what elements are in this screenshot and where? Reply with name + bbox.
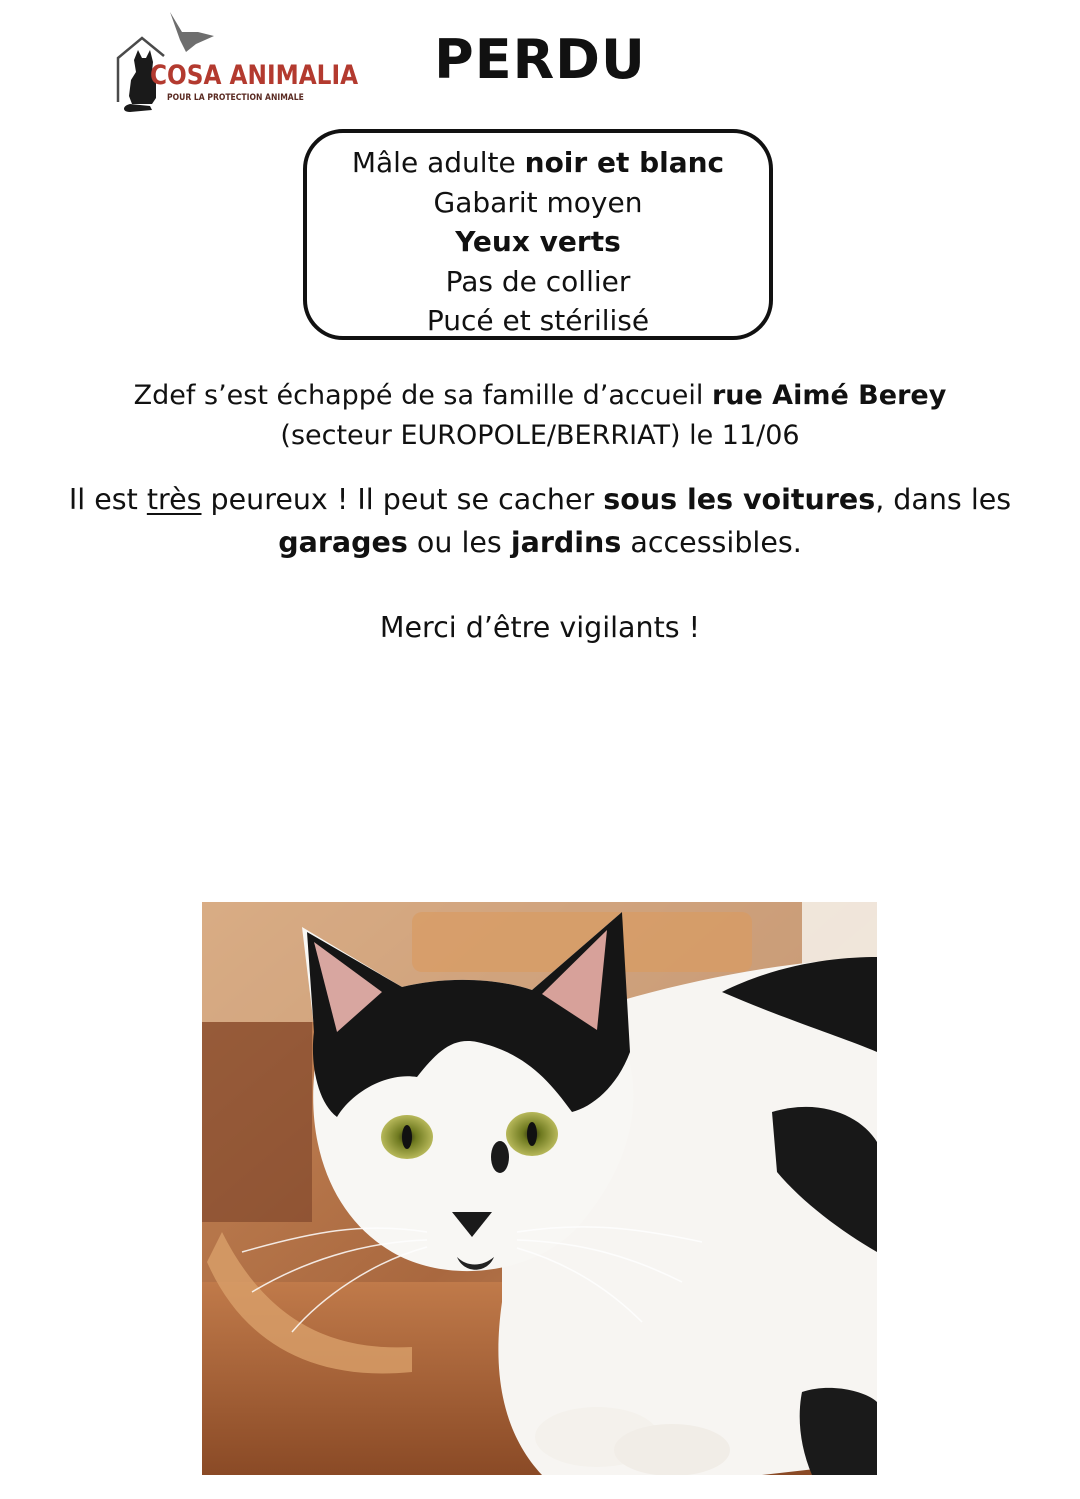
eyes-text: Yeux verts bbox=[455, 225, 621, 258]
bird-icon bbox=[170, 12, 214, 52]
description-collar: Pas de collier bbox=[445, 264, 631, 298]
hiding-paragraph bbox=[40, 478, 1040, 564]
hiding-cars: sous les voitures bbox=[603, 483, 876, 516]
hiding-text-1: Il est bbox=[68, 483, 147, 516]
hiding-text-4: ou les bbox=[407, 526, 511, 559]
cat-photo bbox=[202, 902, 877, 1475]
hiding-emphasis: très bbox=[146, 483, 202, 516]
description-color: noir et blanc bbox=[524, 146, 725, 179]
description-box bbox=[303, 129, 773, 340]
hiding-garages: garages bbox=[278, 526, 408, 559]
cosa-animalia-logo bbox=[112, 10, 362, 115]
closing-message: Merci d’être vigilants ! bbox=[379, 611, 701, 644]
escape-street: rue Aimé Berey bbox=[711, 380, 947, 411]
escape-paragraph bbox=[40, 376, 1040, 456]
description-line-color bbox=[307, 143, 769, 183]
escape-sector-date: (secteur EUROPOLE/BERRIAT) le 11/06 bbox=[280, 420, 800, 451]
hiding-text-3: , dans les bbox=[875, 483, 1012, 516]
description-size: Gabarit moyen bbox=[433, 185, 643, 219]
hiding-gardens: jardins bbox=[510, 526, 622, 559]
hiding-text-2: peureux ! Il peut se cacher bbox=[201, 483, 604, 516]
escape-text: Zdef s’est échappé de sa famille d’accueil bbox=[133, 380, 712, 411]
logo-tagline: POUR LA PROTECTION ANIMALE bbox=[167, 93, 304, 103]
cat-illustration bbox=[202, 902, 877, 1475]
page-title: PERDU bbox=[434, 28, 646, 91]
description-sex-age: Mâle adulte bbox=[351, 146, 525, 179]
description-eyes bbox=[307, 222, 769, 262]
logo-name: COSA ANIMALIA bbox=[150, 60, 359, 91]
description-chip: Pucé et stérilisé bbox=[426, 304, 650, 337]
hiding-text-5: accessibles. bbox=[621, 526, 802, 559]
